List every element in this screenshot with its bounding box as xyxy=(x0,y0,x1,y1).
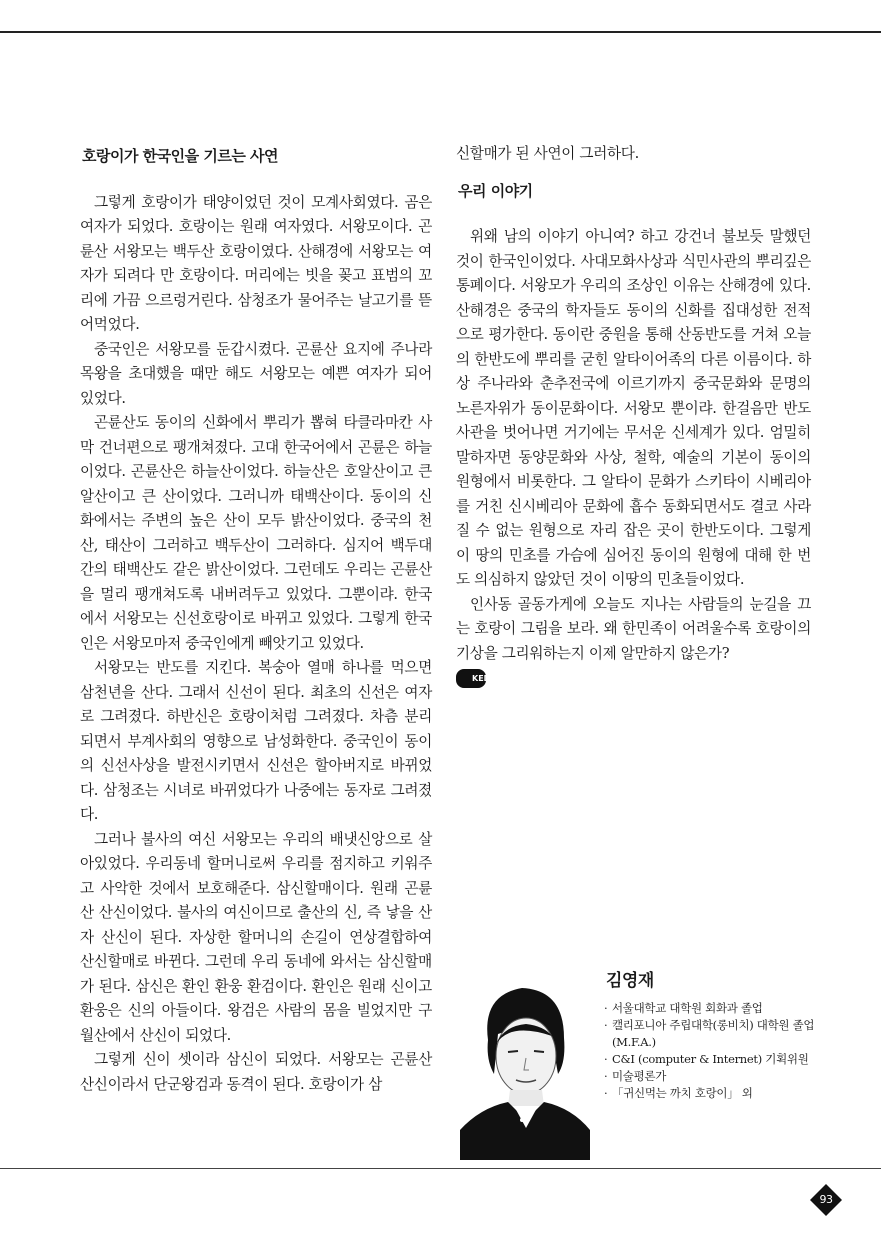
end-mark-logo: KED xyxy=(456,669,486,688)
credential-item: · 「귀신먹는 까치 호랑이」 외 xyxy=(604,1085,816,1102)
paragraph: 서왕모는 반도를 지킨다. 복숭아 열매 하나를 먹으면 삼천년을 산다. 그래서 신선이 된다. 최초의 신선은 여자로 그려졌다. 하반신은 호랑이처럼 그려졌다. 차츰 분리되면서 부계사회의 영향으로 남성화한다. 중국인이 동이의 신선사상을 발전시키면서 신선은 할아버지로 바뀌었다. 삼청조는 시녀로 바뀌었다가 나중에는 동자로 그려졌다. xyxy=(80,659,432,823)
author-credentials xyxy=(604,1000,816,1102)
paragraph: 위왜 남의 이야기 아니여? 하고 강건너 불보듯 말했던 것이 한국인이었다. 사대모화사상과 식민사관의 뿌리깊은 통폐이다. 서왕모가 우리의 조상인 이유는 산해경에 있다. 산해경은 중국의 학자들도 동이의 신화를 집대성한 전적으로 평가한다. 동이란 중원을 통해 산동반도를 거쳐 오늘의 한반도에 뿌리를 굳힌 알타이어족의 다른 이름이다. 하 상 주나라와 춘추전국에 이르기까지 중국문화와 문명의 노른자위가 동이문화이다. 서왕모 뿐이랴. 한걸음만 반도사관을 벗어나면 거기에는 무서운 신세계가 있다. 엄밀히 말하자면 동양문화와 사상, 철학, 예술의 기본이 동이의 원형에서 비롯한다. 그 알타이 문화가 스키타이 시베리아를 거친 신시베리아 문화에 흡수 동화되면서도 결코 사라질 수 없는 원형으로 자리 잡은 곳이 한반도이다. 그렇게 이 땅의 민초를 가슴에 심어진 동이의 원형에 대해 한 번도 의심하지 않았던 것이 이땅의 민초들이었다. xyxy=(456,228,811,588)
continued-paragraph: 신할매가 된 사연이 그러하다. xyxy=(456,145,639,162)
paragraph xyxy=(456,593,811,691)
credential-item: · 미술평론가 xyxy=(604,1068,816,1085)
paragraph: 중국인은 서왕모를 둔갑시켰다. 곤륜산 요지에 주나라 목왕을 초대했을 때만 해도 서왕모는 예쁜 여자가 되어 있었다. xyxy=(80,340,432,407)
paragraph: 곤륜산도 동이의 신화에서 뿌리가 뽑혀 타클라마칸 사막 건너편으로 팽개쳐졌다. 고대 한국어에서 곤륜은 하늘이었다. 곤륜산은 하늘산이었다. 하늘산은 호알산이고 큰알산이고 큰 산이었다. 그러니까 태백산이다. 동이의 신화에서는 주변의 높은 산이 모두 밝산이었다. 중국의 천산, 태산이 그러하고 백두산이 그러하다. 심지어 백두대간의 태백산도 같은 밝산이었다. 그런데도 우리는 곤륜산을 멀리 팽개쳐도록 내버려두고 있었다. 그뿐이랴. 한국에서 서왕모는 신선호랑이로 바뀌고 있었다. 그렇게 한국인은 서왕모마저 중국인에게 빼앗기고 있었다. xyxy=(80,414,432,652)
credential-item: · C&I (computer & Internet) 기획위원 xyxy=(604,1051,816,1068)
left-column xyxy=(80,142,432,1097)
credential-item: · 캘리포니아 주립대학(롱비치) 대학원 졸업 (M.F.A.) xyxy=(604,1017,816,1051)
paragraph: 그렇게 호랑이가 태양이었던 것이 모계사회였다. 곰은 여자가 되었다. 호랑이는 원래 여자였다. 서왕모이다. 곤륜산 서왕모는 백두산 호랑이였다. 산해경에 서왕모는 여자가 되려다 만 호랑이다. 머리에는 빗을 꽂고 표범의 꼬리에 가끔 으르렁거린다. 삼청조가 물어주는 날고기를 뜯어먹었다. xyxy=(80,193,432,333)
paragraph: 그러나 불사의 여신 서왕모는 우리의 배냇신앙으로 살아있었다. 우리동네 할머니로써 우리를 점지하고 키워주고 사악한 것에서 보호해준다. 삼신할매이다. 원래 곤륜산 산신이었다. 불사의 여신이므로 출산의 신, 즉 낳을 산자 산신이 된다. 자상한 할머니의 손길이 연상결합하여 산신할매로 바뀐다. 그런데 우리 동네에 와서는 삼신할매가 된다. 삼신은 환인 환웅 환검이다. 환인은 원래 신이고 환웅은 신의 아들이다. 왕검은 사람의 몸을 빌었지만 구월산에서 산신이 되었다. xyxy=(80,830,432,1044)
credential-item: · 서울대학교 대학원 회화과 졸업 xyxy=(604,1000,816,1017)
section-heading-our-story: 우리 이야기 xyxy=(458,181,533,200)
bottom-rule xyxy=(0,1168,881,1169)
right-column xyxy=(456,142,811,691)
section-heading-tiger: 호랑이가 한국인을 기르는 사연 xyxy=(82,147,279,165)
page-number: 93 xyxy=(819,1193,833,1206)
author-name: 김영재 xyxy=(606,971,654,991)
paragraph: 그렇게 신이 셋이라 삼신이 되었다. 서왕모는 곤륜산 산신이라서 단군왕검과 동격이 된다. 호랑이가 삼 xyxy=(80,1051,432,1093)
top-rule xyxy=(0,31,881,33)
paragraph-text: 인사동 골동가게에 오늘도 지나는 사람들의 눈길을 끄는 호랑이 그림을 보라. 왜 한민족이 어려울수록 호랑이의 기상을 그리워하는지 이제 알만하지 않은가? xyxy=(456,595,811,662)
author-bio xyxy=(460,966,830,1156)
author-photo xyxy=(460,970,590,1160)
